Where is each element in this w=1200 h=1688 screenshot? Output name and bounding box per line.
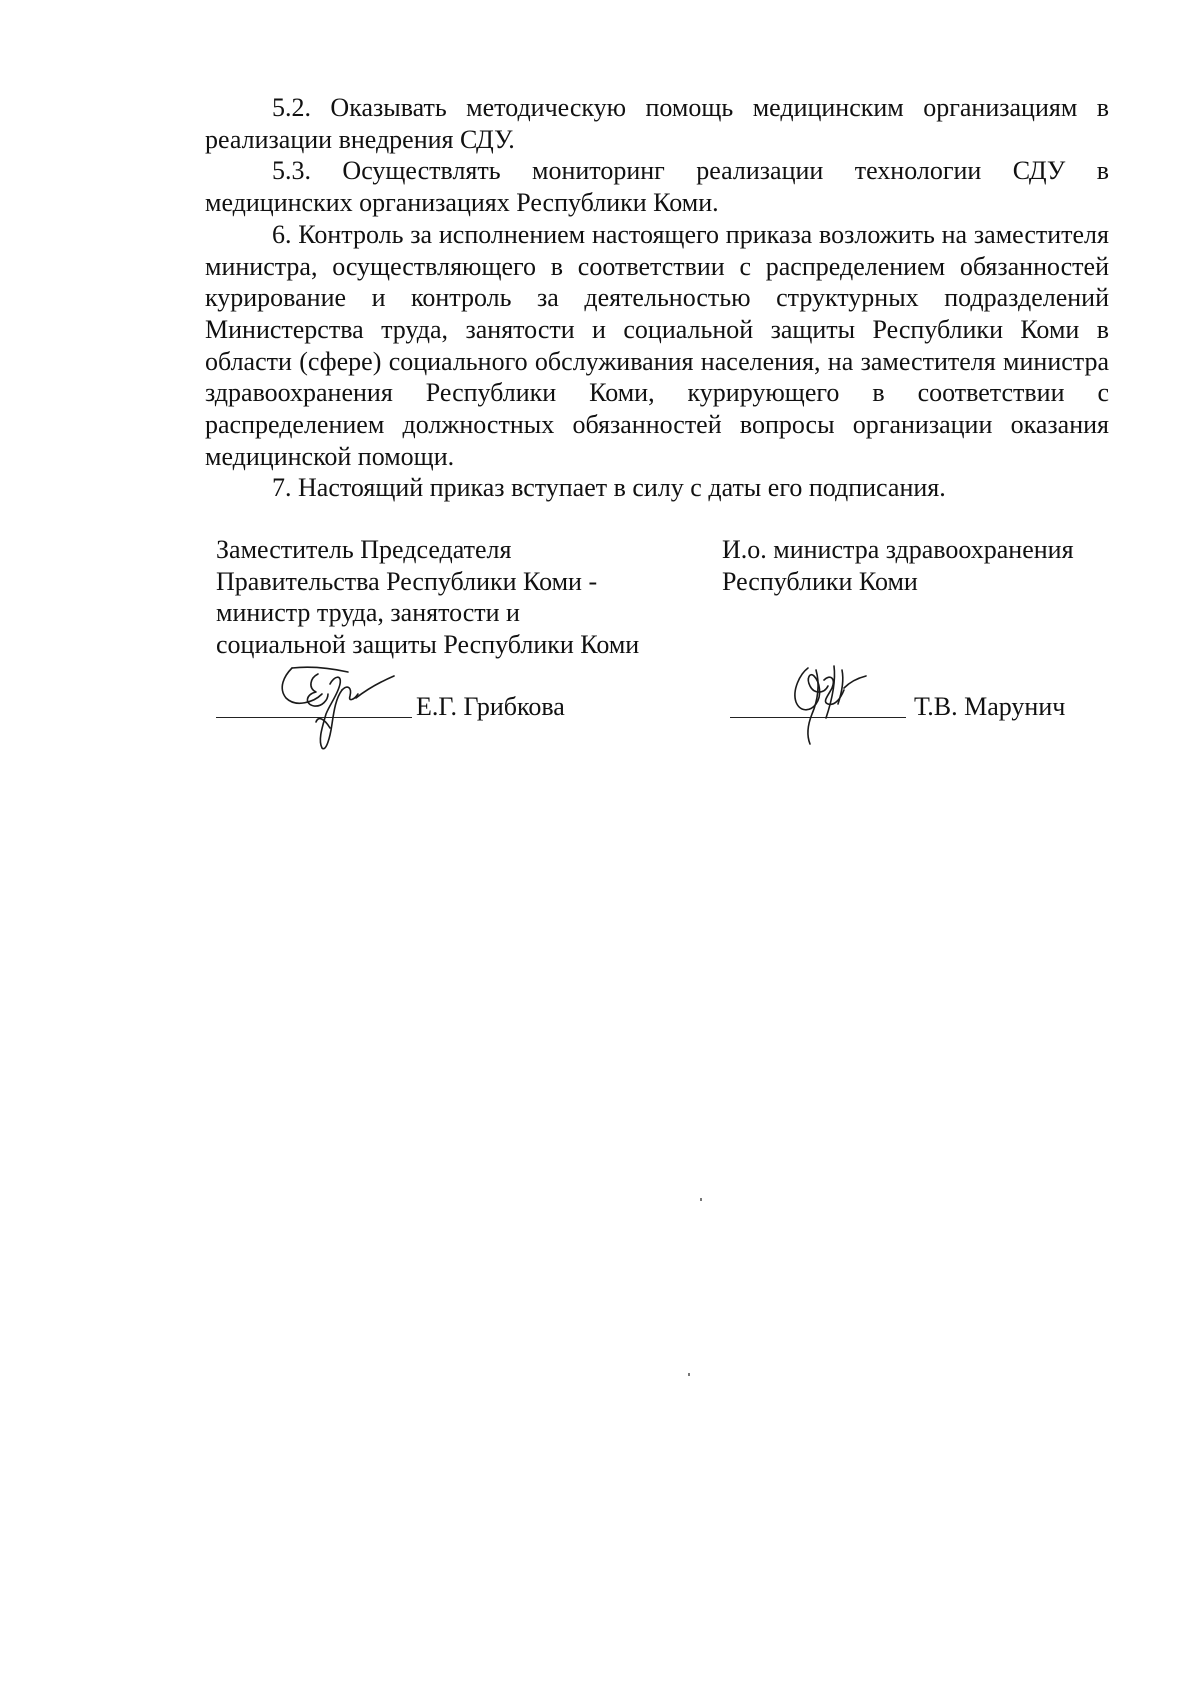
right-signatory-title xyxy=(722,534,1162,597)
left-title-line: министр труда, занятости и xyxy=(216,598,520,627)
right-signatory-name: Т.В. Марунич xyxy=(914,692,1066,721)
signature-underline xyxy=(730,717,906,718)
paragraph-6: 6. Контроль за исполнением настоящего приказа возложить на заместителя министра, осуществляющего в соответствии с распределением обязанностей курирование и контроль за деятельностью структурных подразделений Министерства труда, занятости и социальной защиты Республики Коми в области (сфере) социального обслуживания населения, на заместителя министра здравоохранения Республики Коми, курирующего в соответствии с распределением должностных обязанностей вопросы организации оказания медицинской помощи. xyxy=(205,219,1109,471)
document-body xyxy=(205,92,1109,504)
left-title-line: социальной защиты Республики Коми xyxy=(216,629,640,659)
scan-speck xyxy=(700,1198,702,1201)
right-title-line: И.о. министра здравоохранения xyxy=(722,535,1074,564)
paragraph-7: 7. Настоящий приказ вступает в силу с даты его подписания. xyxy=(272,473,946,503)
left-title-line: Правительства Республики Коми - xyxy=(216,566,598,596)
left-signatory-title xyxy=(216,534,686,660)
paragraph-5-2: 5.2. Оказывать методическую помощь медицинским организациям в реализации внедрения СДУ. xyxy=(205,93,1109,154)
left-signatory-name: Е.Г. Грибкова xyxy=(416,692,565,721)
signature-underline xyxy=(216,717,412,718)
left-signature-block xyxy=(216,692,606,722)
left-title-line: Заместитель Председателя xyxy=(216,535,512,564)
right-signature-block xyxy=(730,692,1110,722)
scan-speck xyxy=(688,1373,690,1376)
right-title-line: Республики Коми xyxy=(722,566,918,596)
paragraph-5-3: 5.3. Осуществлять мониторинг реализации технологии СДУ в медицинских организациях Республики Коми. xyxy=(205,156,1109,218)
